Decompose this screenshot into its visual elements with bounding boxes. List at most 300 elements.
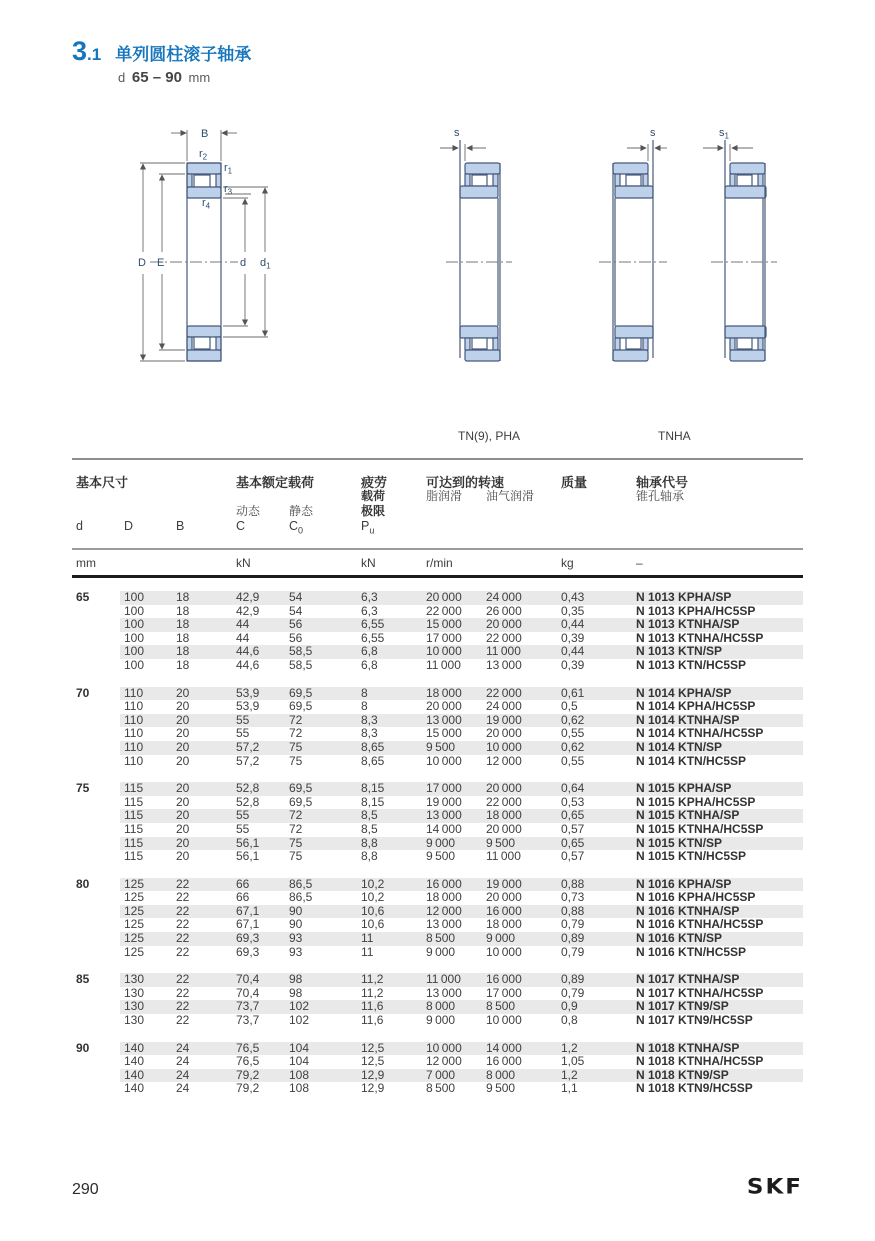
col-D: 110 (120, 714, 172, 728)
table-row (72, 823, 803, 837)
col-D: 125 (120, 932, 172, 946)
page-number: 290 (72, 1181, 99, 1198)
col-B: 22 (176, 985, 190, 1000)
col-C0: 72 (285, 809, 357, 823)
col-speed-oilair: 9 500 (482, 837, 557, 851)
col-header-C: 基本额定载荷 动态 C (232, 459, 285, 549)
col-Pu: 11,2 (361, 985, 384, 1000)
col-D: 100 (120, 645, 172, 659)
col-designation: N 1015 KPHA/SP (632, 782, 803, 796)
col-d (72, 932, 120, 946)
table-row (72, 700, 803, 714)
col-d (72, 918, 120, 932)
group-spacer (72, 959, 803, 973)
col-designation: N 1018 KTNHA/HC5SP (636, 1054, 764, 1069)
col-B: 20 (176, 726, 190, 741)
col-speed-grease: 17 000 (426, 630, 462, 645)
col-D: 115 (120, 809, 172, 823)
col-designation: N 1015 KTN/HC5SP (636, 849, 747, 864)
col-speed-grease: 9 500 (426, 849, 456, 864)
col-speed-oilair: 10 000 (482, 741, 557, 755)
col-C0: 58,5 (289, 657, 313, 672)
col-mass: 0,65 (557, 809, 632, 823)
col-header-designation: 轴承代号 锥孔轴承 (636, 475, 689, 503)
col-d (72, 850, 120, 864)
col-mass: 0,44 (557, 645, 632, 659)
col-C: 76,5 (232, 1042, 285, 1056)
col-Pu: 10,6 (361, 917, 385, 932)
col-C0: 69,5 (285, 782, 357, 796)
col-B: 22 (176, 944, 190, 959)
col-C: 67,1 (236, 917, 260, 932)
col-speed-grease: 13 000 (426, 917, 462, 932)
col-mass: 0,62 (557, 714, 632, 728)
group-spacer (72, 864, 803, 878)
col-speed-oilair: 11 000 (486, 849, 521, 864)
col-designation: N 1017 KTNHA/SP (632, 973, 803, 987)
col-speed-grease: 22 000 (426, 603, 462, 618)
col-speed-grease: 18 000 (422, 687, 482, 701)
col-D: 140 (120, 1042, 172, 1056)
table-row (72, 878, 803, 892)
col-speed-oilair: 18 000 (486, 917, 522, 932)
col-Pu: 8,5 (361, 821, 378, 836)
table-row (72, 973, 803, 987)
col-D: 140 (124, 1081, 145, 1096)
section-number-minor: .1 (87, 45, 102, 64)
col-speed-grease: 9 000 (426, 944, 456, 959)
col-D: 140 (124, 1054, 145, 1069)
col-C0: 54 (285, 591, 357, 605)
col-mass: 0,89 (557, 973, 632, 987)
col-designation: N 1013 KTN/HC5SP (636, 657, 747, 672)
header-speeds: 可达到的转速 (426, 475, 505, 490)
col-D: 100 (124, 657, 145, 672)
col-speed-grease: 12 000 (422, 905, 482, 919)
table-row (72, 782, 803, 796)
col-header-B: B (176, 519, 185, 533)
col-mass: 0,43 (557, 591, 632, 605)
col-mass: 0,61 (557, 687, 632, 701)
col-mass: 0,73 (561, 890, 585, 905)
col-B: 18 (176, 630, 190, 645)
col-Pu: 10,2 (361, 890, 385, 905)
dim-label-r3: $r_3$ (224, 183, 233, 197)
table-row (72, 645, 803, 659)
col-d: 85 (76, 972, 90, 987)
col-C: 53,9 (236, 699, 260, 714)
col-designation: N 1015 KPHA/HC5SP (636, 794, 756, 809)
col-d (72, 755, 120, 769)
col-speed-grease: 13 000 (426, 985, 462, 1000)
col-header-mass: 质量 (561, 475, 588, 490)
col-speed-grease: 19 000 (426, 794, 462, 809)
col-designation: N 1016 KTNHA/SP (632, 905, 803, 919)
skf-logo: SKF (746, 1175, 803, 1199)
col-C: 44 (232, 618, 285, 632)
col-mass: 0,65 (557, 837, 632, 851)
col-designation: N 1016 KTNHA/HC5SP (636, 917, 764, 932)
col-C0: 56 (285, 618, 357, 632)
table-row (72, 987, 803, 1001)
col-C0: 93 (285, 932, 357, 946)
dim-label-r2: $r_2$ (199, 148, 208, 162)
table-row (72, 1082, 803, 1096)
col-B: 24 (176, 1054, 190, 1069)
col-D: 140 (120, 1069, 172, 1083)
bearing-section-tn-mirrored-figure (583, 122, 668, 372)
col-speed-oilair: 11 000 (482, 645, 557, 659)
col-designation: N 1013 KPHA/HC5SP (636, 603, 756, 618)
table-row (72, 1055, 803, 1069)
col-Pu: 6,3 (357, 591, 422, 605)
col-B: 24 (176, 1081, 190, 1096)
col-C: 55 (236, 726, 250, 741)
col-speed-grease: 15 000 (422, 618, 482, 632)
table-row (72, 659, 803, 673)
col-speed-oilair: 19 000 (482, 714, 557, 728)
col-d (72, 645, 120, 659)
col-C: 52,8 (232, 782, 285, 796)
col-D: 115 (124, 849, 144, 864)
col-Pu: 8 (357, 687, 422, 701)
col-C: 44,6 (232, 645, 285, 659)
col-designation: N 1016 KTN/HC5SP (636, 944, 747, 959)
col-Pu: 6,8 (357, 645, 422, 659)
dim-label-s: s (650, 127, 656, 139)
col-C: 69,3 (232, 932, 285, 946)
col-speed-oilair: 8 500 (482, 1000, 557, 1014)
col-Pu: 8,3 (357, 714, 422, 728)
col-designation: N 1017 KTN9/HC5SP (636, 1013, 753, 1028)
table-row (72, 946, 803, 960)
col-Pu: 6,55 (357, 618, 422, 632)
col-D: 115 (124, 821, 144, 836)
col-designation: N 1015 KTNHA/HC5SP (636, 821, 764, 836)
unit-rmin: r/min (422, 549, 557, 577)
col-speed-oilair: 14 000 (482, 1042, 557, 1056)
table-row (72, 1042, 803, 1056)
col-speed-oilair: 20 000 (482, 618, 557, 632)
col-d: 90 (76, 1040, 90, 1055)
col-C: 73,7 (232, 1000, 285, 1014)
table-row (72, 891, 803, 905)
col-mass: 1,2 (557, 1069, 632, 1083)
col-designation: N 1016 KPHA/SP (632, 878, 803, 892)
col-C0: 75 (285, 837, 357, 851)
col-B: 18 (176, 657, 190, 672)
dim-label-d1: $d_1$ (260, 257, 271, 271)
col-B: 20 (176, 821, 190, 836)
col-B: 18 (172, 618, 232, 632)
col-Pu: 8,3 (361, 726, 378, 741)
col-d (72, 1069, 120, 1083)
col-mass: 0,79 (561, 985, 585, 1000)
col-C: 70,4 (236, 985, 260, 1000)
col-D: 115 (124, 794, 144, 809)
col-designation: N 1014 KPHA/SP (632, 687, 803, 701)
col-mass: 1,05 (561, 1054, 585, 1069)
col-D: 130 (120, 1000, 172, 1014)
col-B: 20 (176, 794, 190, 809)
col-speed-grease: 9 000 (426, 1013, 456, 1028)
col-B: 22 (172, 973, 232, 987)
col-speed-grease: 13 000 (422, 714, 482, 728)
col-speed-oilair: 16 000 (482, 905, 557, 919)
col-d: 80 (76, 876, 90, 891)
group-spacer (72, 577, 803, 592)
col-C: 79,2 (236, 1081, 260, 1096)
col-C0: 104 (285, 1042, 357, 1056)
col-speed-oilair: 12 000 (486, 753, 522, 768)
col-B: 20 (172, 741, 232, 755)
col-C0: 86,5 (285, 878, 357, 892)
col-Pu: 10,2 (357, 878, 422, 892)
col-mass: 0,55 (561, 726, 585, 741)
col-designation: N 1016 KTN/SP (632, 932, 803, 946)
bore-range-value: 65 – 90 (131, 69, 182, 86)
col-B: 20 (172, 714, 232, 728)
table-row (72, 1069, 803, 1083)
dim-label-B: B (201, 128, 209, 140)
col-Pu: 12,9 (357, 1069, 422, 1083)
unit-kn-fatigue: kN (357, 549, 422, 577)
figure-caption-tnha: TNHA (658, 429, 691, 443)
page-footer (72, 1174, 803, 1200)
col-C0: 54 (289, 603, 303, 618)
dim-label-E: E (157, 257, 165, 269)
col-mass: 0,79 (561, 917, 585, 932)
col-d (72, 1055, 120, 1069)
col-speed-oilair: 20 000 (482, 782, 557, 796)
col-C: 52,8 (236, 794, 260, 809)
col-D: 110 (124, 753, 144, 768)
col-speed-grease: 20 000 (426, 699, 462, 714)
col-D: 110 (120, 741, 172, 755)
col-C: 79,2 (232, 1069, 285, 1083)
col-speed-oilair: 13 000 (486, 657, 522, 672)
col-B: 20 (172, 687, 232, 701)
col-C0: 69,5 (289, 699, 313, 714)
col-C: 44,6 (236, 657, 260, 672)
col-d (72, 823, 120, 837)
col-speed-oilair: 8 000 (482, 1069, 557, 1083)
col-B: 22 (176, 917, 190, 932)
unit-kn-load: kN (232, 549, 357, 577)
col-B: 20 (172, 809, 232, 823)
col-header-D: D (124, 519, 134, 533)
col-speed-oilair: 20 000 (486, 726, 522, 741)
col-C0: 75 (289, 849, 303, 864)
col-speed-grease: 8 000 (422, 1000, 482, 1014)
col-d: 70 (76, 685, 90, 700)
col-speed-grease: 14 000 (426, 821, 462, 836)
col-d (72, 741, 120, 755)
bore-symbol: d (118, 70, 126, 85)
unit-dash: – (632, 549, 803, 577)
col-Pu: 11,6 (357, 1000, 422, 1014)
col-Pu: 11,6 (361, 1013, 384, 1028)
col-header-C0: 静态 $C_0$ (289, 504, 314, 536)
col-C0: 86,5 (289, 890, 313, 905)
col-C: 70,4 (232, 973, 285, 987)
col-speed-oilair: 10 000 (486, 944, 522, 959)
col-speed-oilair: 20 000 (486, 890, 522, 905)
table-row (72, 714, 803, 728)
dim-label-s1: $s_1$ (719, 127, 729, 141)
col-C0: 98 (285, 973, 357, 987)
col-B: 22 (172, 932, 232, 946)
col-speed-grease: 20 000 (422, 591, 482, 605)
col-C0: 102 (285, 1000, 357, 1014)
col-speed-grease: 17 000 (422, 782, 482, 796)
col-mass: 0,39 (561, 630, 585, 645)
col-Pu: 8,8 (357, 837, 422, 851)
col-C: 55 (232, 809, 285, 823)
col-D: 125 (124, 917, 145, 932)
col-speed-grease: 15 000 (426, 726, 462, 741)
col-speed-oilair: 17 000 (486, 985, 522, 1000)
col-D: 100 (120, 591, 172, 605)
col-speed-grease: 18 000 (426, 890, 462, 905)
col-d (72, 659, 120, 673)
col-mass: 0,64 (557, 782, 632, 796)
table-row (72, 905, 803, 919)
col-Pu: 10,6 (357, 905, 422, 919)
col-D: 130 (120, 973, 172, 987)
col-D: 125 (120, 878, 172, 892)
col-Pu: 6,8 (361, 657, 378, 672)
col-Pu: 11,2 (357, 973, 422, 987)
col-C0: 75 (285, 741, 357, 755)
dim-label-r4: $r_4$ (202, 197, 211, 211)
col-d: 65 (76, 590, 90, 604)
col-Pu: 11 (361, 944, 374, 959)
col-Pu: 8,65 (361, 753, 385, 768)
col-speed-oilair: 16 000 (486, 1054, 522, 1069)
table-row (72, 1014, 803, 1028)
col-C0: 108 (289, 1081, 310, 1096)
bearing-spec-table (72, 458, 803, 1096)
col-Pu: 8,65 (357, 741, 422, 755)
col-d (72, 946, 120, 960)
col-designation: N 1014 KTN/HC5SP (636, 753, 747, 768)
col-B: 18 (176, 603, 190, 618)
col-speed-oilair: 22 000 (482, 687, 557, 701)
table-row (72, 605, 803, 619)
col-C: 66 (236, 890, 250, 905)
col-designation: N 1017 KTNHA/HC5SP (636, 985, 764, 1000)
col-mass: 0,79 (561, 944, 585, 959)
col-D: 130 (124, 985, 145, 1000)
col-Pu: 8,5 (357, 809, 422, 823)
col-d (72, 727, 120, 741)
col-D: 125 (124, 890, 145, 905)
col-Pu: 8 (361, 699, 368, 714)
col-C0: 56 (289, 630, 303, 645)
col-d (72, 809, 120, 823)
table-row (72, 618, 803, 632)
col-designation: N 1018 KTNHA/SP (632, 1042, 803, 1056)
col-C0: 69,5 (285, 687, 357, 701)
table-row (72, 741, 803, 755)
col-B: 22 (172, 1000, 232, 1014)
col-C: 76,5 (236, 1054, 260, 1069)
col-d (72, 1014, 120, 1028)
col-B: 18 (172, 645, 232, 659)
dim-label-D: D (138, 257, 146, 269)
col-speed-oilair: 19 000 (482, 878, 557, 892)
col-mass: 0,88 (557, 905, 632, 919)
col-C: 69,3 (236, 944, 260, 959)
col-speed-grease: 10 000 (426, 753, 462, 768)
col-speed-oilair: 22 000 (486, 630, 522, 645)
table-header-row (72, 459, 803, 549)
col-mass: 0,57 (561, 849, 585, 864)
col-mass: 0,9 (557, 1000, 632, 1014)
col-speed-grease: 8 500 (426, 1081, 456, 1096)
col-C: 67,1 (232, 905, 285, 919)
col-d (72, 987, 120, 1001)
col-C: 55 (236, 821, 250, 836)
col-speed-grease: 7 000 (422, 1069, 482, 1083)
col-D: 125 (120, 905, 172, 919)
page-title: 单列圆柱滚子轴承 (115, 45, 252, 64)
col-B: 20 (176, 849, 190, 864)
col-C0: 93 (289, 944, 303, 959)
col-mass: 0,39 (561, 657, 585, 672)
col-d (72, 700, 120, 714)
col-Pu: 6,55 (361, 630, 385, 645)
col-C0: 72 (289, 821, 303, 836)
dim-label-d: d (240, 257, 247, 269)
table-row (72, 687, 803, 701)
col-d (72, 714, 120, 728)
col-D: 115 (120, 782, 172, 796)
col-designation: N 1016 KPHA/HC5SP (636, 890, 756, 905)
col-mass: 0,44 (557, 618, 632, 632)
col-mass: 0,53 (561, 794, 585, 809)
col-header-Pu: 疲劳 载荷 极限 $P_u$ (361, 475, 388, 536)
col-d (72, 1000, 120, 1014)
col-Pu: 8,15 (357, 782, 422, 796)
col-mass: 0,57 (561, 821, 585, 836)
col-C0: 58,5 (285, 645, 357, 659)
col-designation: N 1013 KTNHA/HC5SP (636, 630, 764, 645)
col-d (72, 618, 120, 632)
col-B: 22 (176, 890, 190, 905)
group-spacer (72, 768, 803, 782)
table-row (72, 755, 803, 769)
col-C0: 90 (289, 917, 303, 932)
dim-label-r1: $r_1$ (224, 162, 233, 176)
col-speed-grease: 11 000 (426, 657, 461, 672)
table-row (72, 850, 803, 864)
col-Pu: 12,5 (357, 1042, 422, 1056)
col-C0: 75 (289, 753, 303, 768)
bearing-section-main-figure (135, 122, 425, 370)
table-units-row (72, 549, 803, 577)
col-C: 42,9 (232, 591, 285, 605)
col-B: 24 (172, 1042, 232, 1056)
col-mass: 1,1 (561, 1081, 578, 1096)
col-C: 56,1 (236, 849, 260, 864)
col-speed-oilair: 22 000 (486, 794, 522, 809)
col-speed-oilair: 24 000 (482, 591, 557, 605)
col-D: 100 (124, 603, 145, 618)
col-speed-oilair: 18 000 (482, 809, 557, 823)
col-B: 20 (172, 782, 232, 796)
